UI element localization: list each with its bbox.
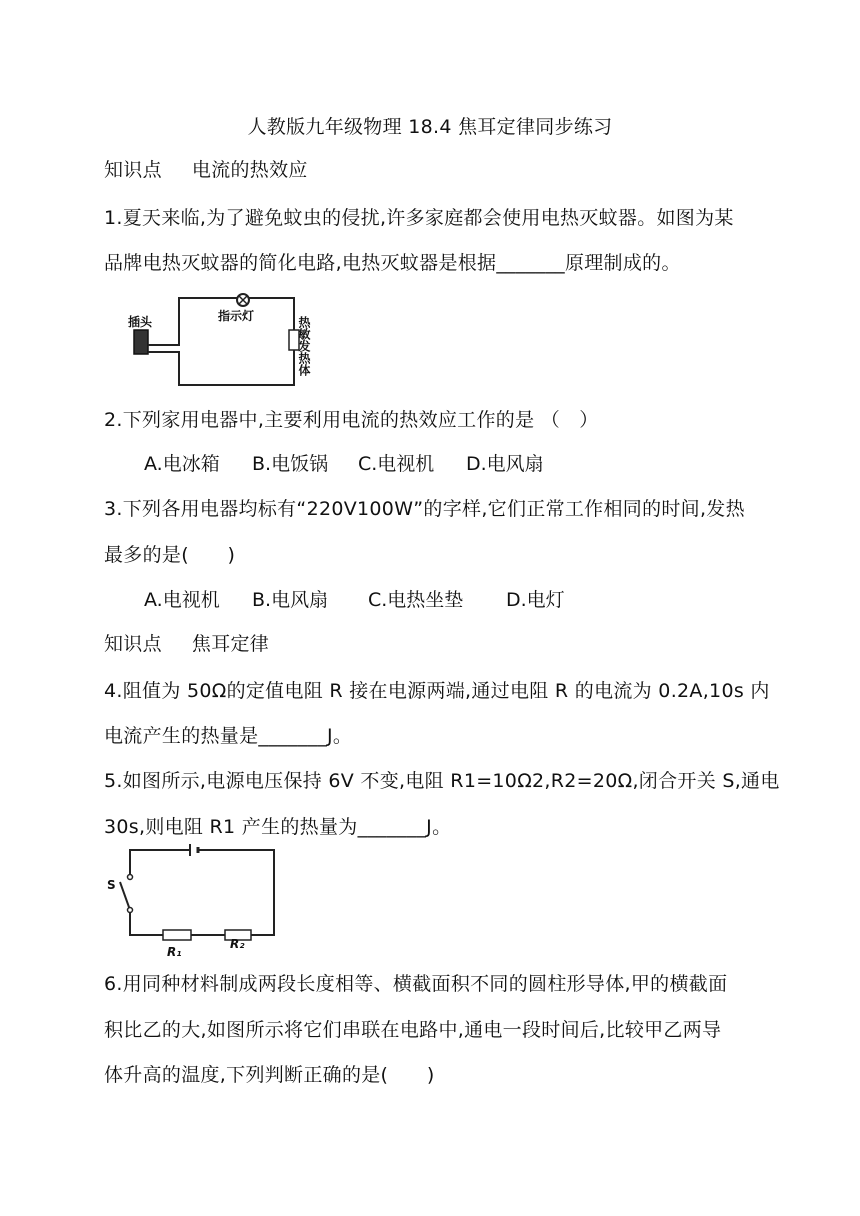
q3-option-c: C.电热坐垫 bbox=[368, 589, 464, 611]
switch-symbol bbox=[120, 882, 130, 910]
q3-option-b: B.电风扇 bbox=[252, 589, 329, 611]
plug-label: 插头 bbox=[128, 315, 153, 329]
resistor-r1-symbol bbox=[163, 930, 191, 940]
q4-line-2: 电流产生的热量是_______J。 bbox=[104, 725, 353, 747]
r2-label: R₂ bbox=[230, 937, 245, 951]
section-label: 知识点 bbox=[104, 159, 162, 181]
heater-label: 热敏发热体 bbox=[297, 316, 311, 376]
q5-circuit-figure bbox=[104, 842, 309, 960]
q3-option-d: D.电灯 bbox=[506, 589, 565, 611]
section-topic: 焦耳定律 bbox=[191, 633, 270, 655]
r1-label: R₁ bbox=[167, 945, 182, 959]
section-heading-1 bbox=[104, 158, 308, 182]
q1-line-2: 品牌电热灭蚊器的简化电路,电热灭蚊器是根据_______原理制成的。 bbox=[104, 252, 681, 274]
plug-symbol bbox=[134, 330, 148, 354]
q6-line-1: 6.用同种材料制成两段长度相等、横截面积不同的圆柱形导体,甲的横截面 bbox=[104, 973, 728, 995]
page-title: 人教版九年级物理 18.4 焦耳定律同步练习 bbox=[247, 116, 613, 138]
section-heading-2 bbox=[104, 632, 269, 656]
q2-stem: 2.下列家用电器中,主要利用电流的热效应工作的是 （ ） bbox=[104, 409, 599, 431]
q2-option-d: D.电风扇 bbox=[466, 453, 544, 475]
switch-label: S bbox=[107, 878, 116, 892]
q4-line-1: 4.阻值为 50Ω的定值电阻 R 接在电源两端,通过电阻 R 的电流为 0.2A,10s 内 bbox=[104, 680, 770, 702]
series-resistor-circuit-diagram bbox=[104, 842, 309, 960]
q2-option-b: B.电饭锅 bbox=[252, 453, 329, 475]
q3-line-2: 最多的是( ) bbox=[104, 544, 236, 566]
section-topic: 电流的热效应 bbox=[191, 159, 308, 181]
q1-line-1: 1.夏天来临,为了避免蚊虫的侵扰,许多家庭都会使用电热灭蚊器。如图为某 bbox=[104, 207, 734, 229]
q2-option-a: A.电冰箱 bbox=[144, 453, 220, 475]
q5-line-2: 30s,则电阻 R1 产生的热量为_______J。 bbox=[104, 816, 452, 838]
lamp-label: 指示灯 bbox=[218, 309, 255, 323]
section-label: 知识点 bbox=[104, 633, 162, 655]
q3-line-1: 3.下列各用电器均标有“220V100W”的字样,它们正常工作相同的时间,发热 bbox=[104, 498, 745, 520]
q3-option-a: A.电视机 bbox=[144, 589, 220, 611]
q5-line-1: 5.如图所示,电源电压保持 6V 不变,电阻 R1=10Ω2,R2=20Ω,闭合开关 S,通电 bbox=[104, 770, 780, 792]
mosquito-killer-circuit-diagram bbox=[104, 290, 334, 390]
q6-line-3: 体升高的温度,下列判断正确的是( ) bbox=[104, 1064, 435, 1086]
q2-option-c: C.电视机 bbox=[358, 453, 435, 475]
q6-line-2: 积比乙的大,如图所示将它们串联在电路中,通电一段时间后,比较甲乙两导 bbox=[104, 1019, 722, 1041]
q1-circuit-figure bbox=[104, 290, 334, 390]
